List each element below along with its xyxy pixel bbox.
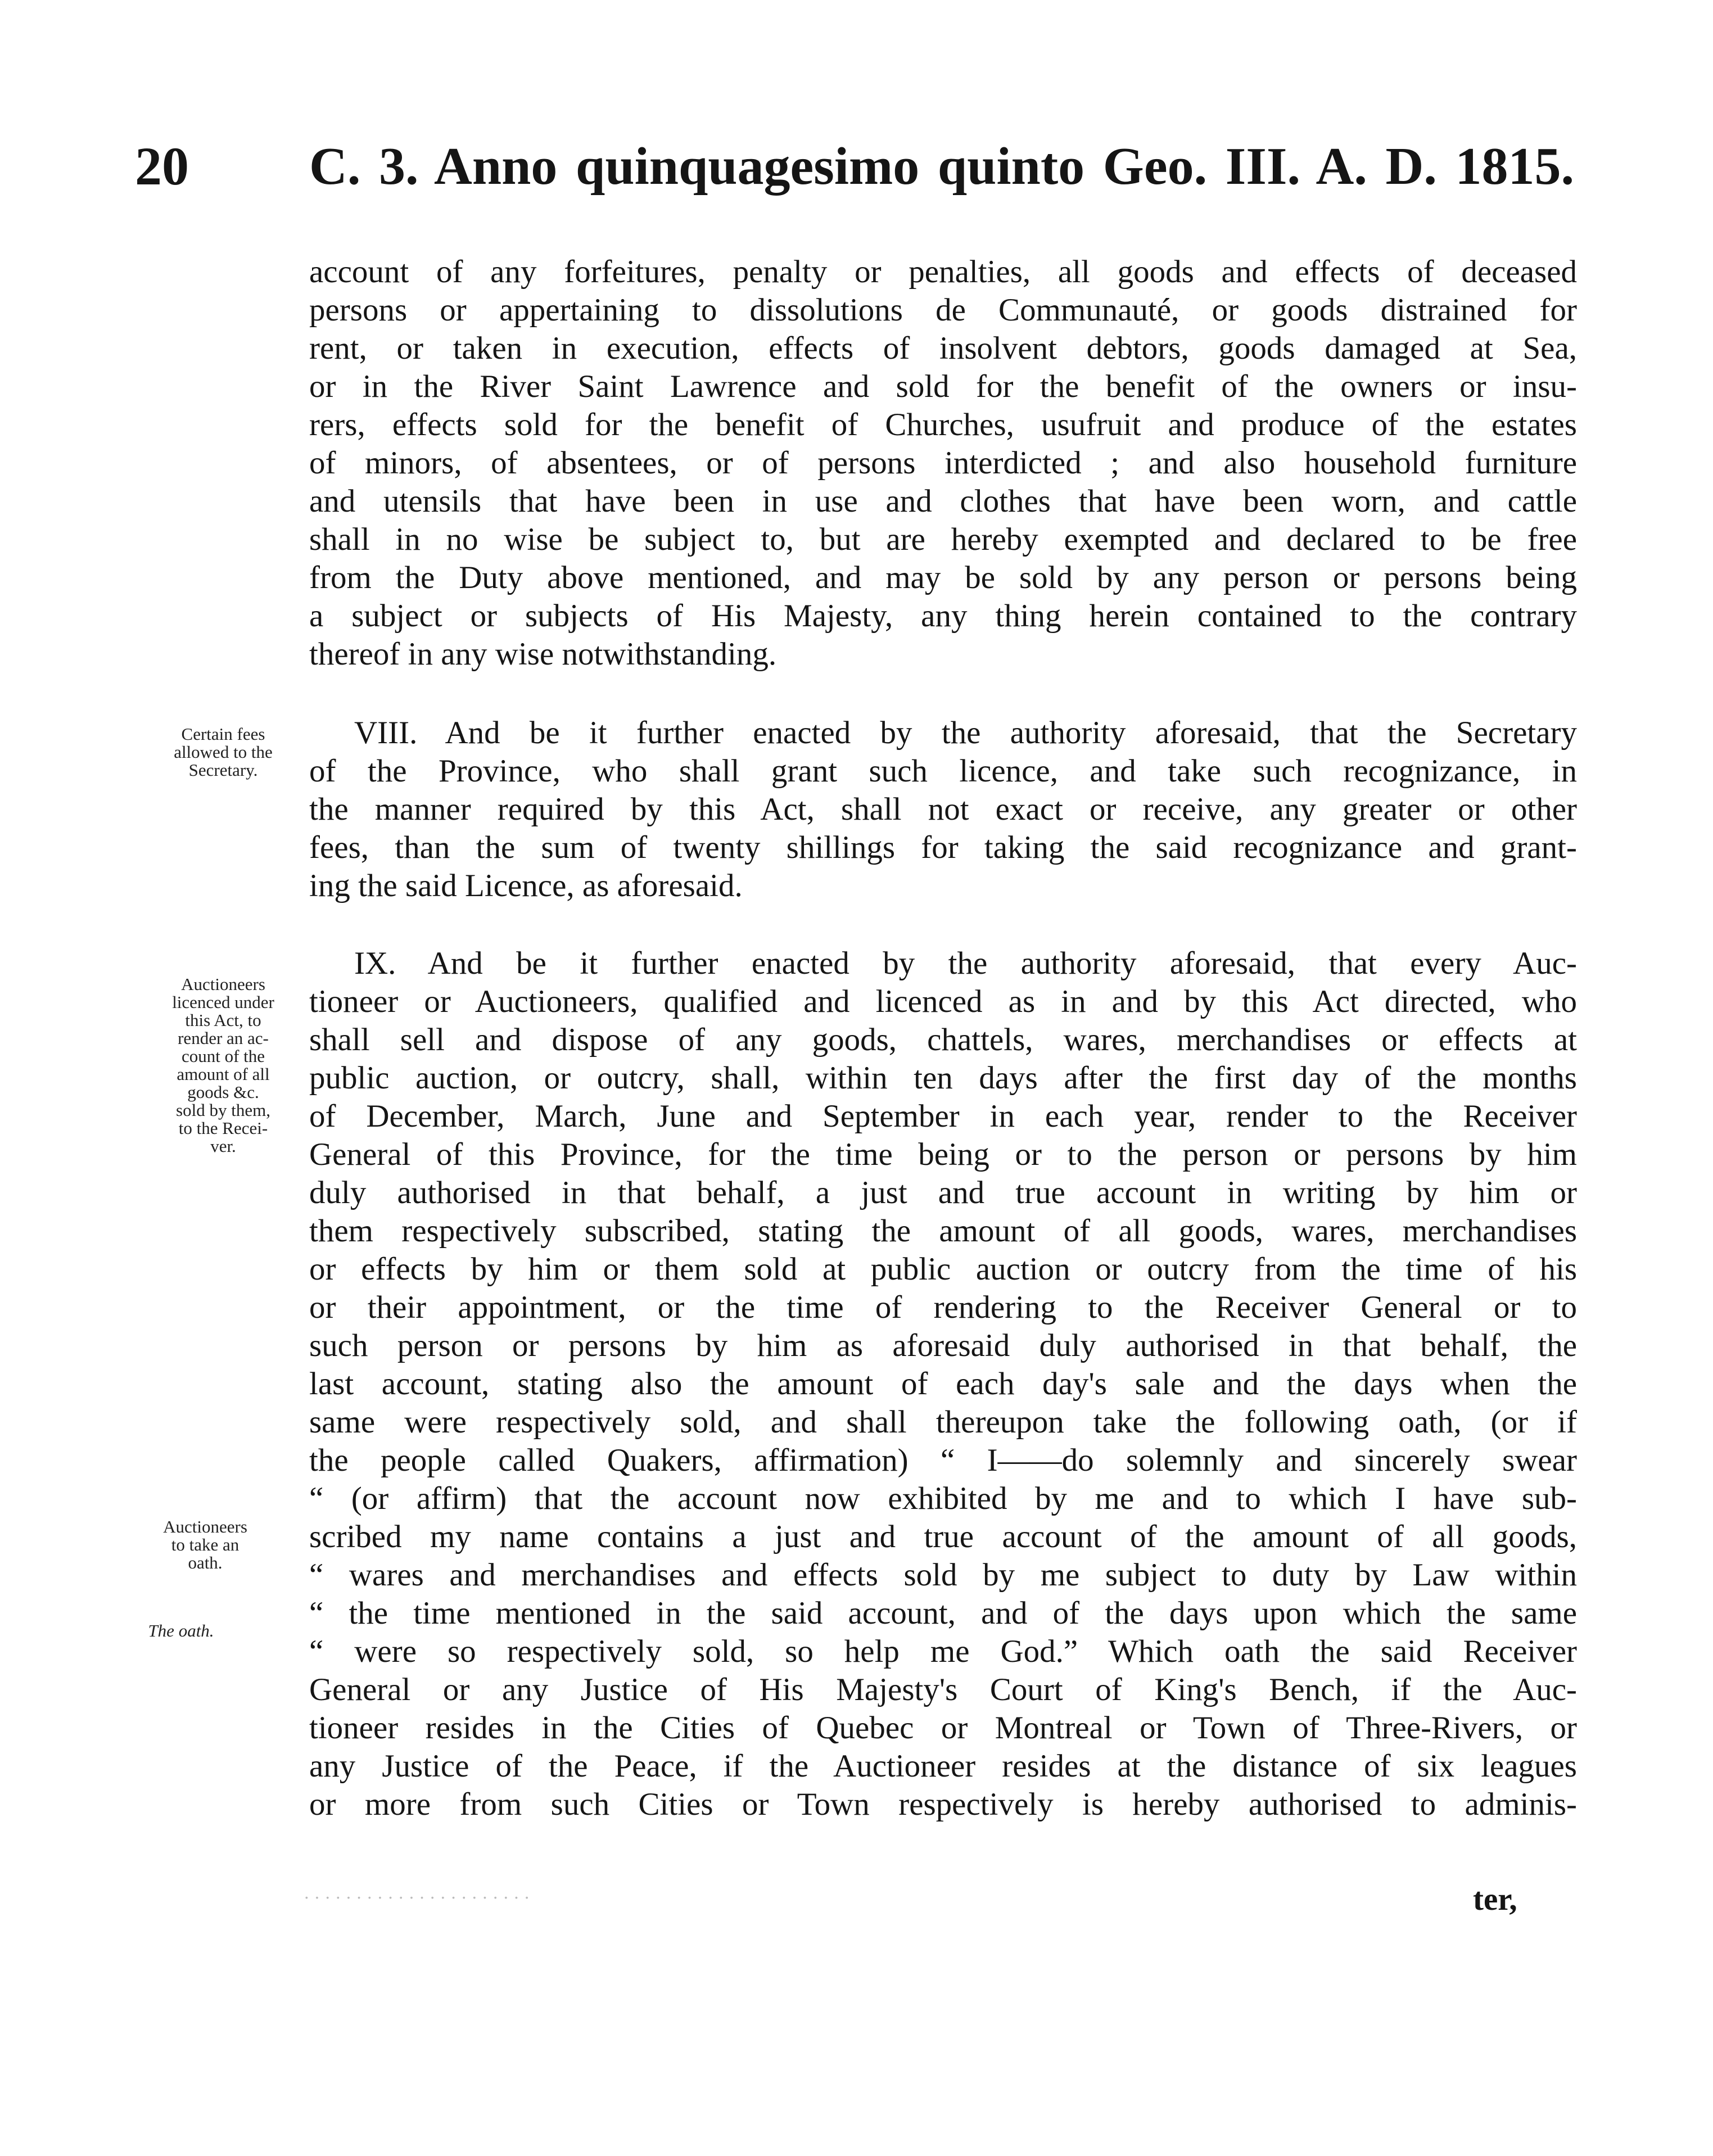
margin-note-auctioneers-oath	[115, 1518, 295, 1572]
text-line: tioneer or Auctioneers, qualified and licenced as in and by this Act directed, who	[309, 984, 1577, 1019]
text-line: “ (or affirm) that the account now exhibited by me and to which I have sub-	[309, 1481, 1577, 1516]
text-line: tioneer resides in the Cities of Quebec or Montreal or Town of Three-Rivers, or	[309, 1710, 1577, 1746]
text-line: duly authorised in that behalf, a just and true account in writing by him or	[309, 1175, 1577, 1210]
text-line: General of this Province, for the time being or to the person or persons by him	[309, 1137, 1577, 1172]
text-line: last account, stating also the amount of each day's sale and the days when the	[309, 1366, 1577, 1402]
text-line: “ were so respectively sold, so help me God.” Which oath the said Receiver	[309, 1634, 1577, 1669]
text-line: account of any forfeitures, penalty or penalties, all goods and effects of deceased	[309, 254, 1577, 290]
margin-note-line: allowed to the	[174, 742, 273, 762]
text-line: the people called Quakers, affirmation) “ I——do solemnly and sincerely swear	[309, 1443, 1577, 1478]
margin-note-line: goods &c.	[187, 1082, 259, 1102]
page-number: 20	[135, 136, 189, 196]
text-line: IX. And be it further enacted by the authority aforesaid, that every Auc-	[354, 946, 1577, 981]
margin-note-line: amount of all	[177, 1064, 270, 1084]
margin-note-certain-fees	[153, 725, 293, 779]
text-line: them respectively subscribed, stating the amount of all goods, wares, merchandises	[309, 1213, 1577, 1249]
text-line: or more from such Cities or Town respectively is hereby authorised to adminis-	[309, 1787, 1577, 1822]
margin-note-line: Auctioneers	[181, 974, 265, 994]
text-line: thereof in any wise notwithstanding.	[309, 636, 777, 672]
text-line: rent, or taken in execution, effects of insolvent debtors, goods damaged at Sea,	[309, 331, 1577, 366]
text-line: any Justice of the Peace, if the Auctioneer resides at the distance of six leagues	[309, 1748, 1577, 1784]
margin-note-line: Auctioneers	[163, 1517, 247, 1536]
section-viii	[309, 714, 1577, 905]
margin-note-line: render an ac-	[178, 1028, 269, 1048]
text-line: such person or persons by him as aforesaid duly authorised in that behalf, the	[309, 1328, 1577, 1363]
running-head	[135, 133, 1574, 200]
margin-note-the-oath: The oath.	[148, 1621, 214, 1640]
margin-note-auctioneers-account	[153, 975, 293, 1155]
text-line: scribed my name contains a just and true account of the amount of all goods,	[309, 1519, 1577, 1554]
text-line: “ wares and merchandises and effects sold by me subject to duty by Law within	[309, 1557, 1577, 1593]
text-line: from the Duty above mentioned, and may be sold by any person or persons being	[309, 560, 1577, 595]
bleed-through-specks: · · · · · · · · · · · · · · · · · · · · · ·	[304, 1887, 530, 1908]
text-line: fees, than the sum of twenty shillings for taking the said recognizance and grant-	[309, 830, 1577, 865]
text-line: persons or appertaining to dissolutions de Communauté, or goods distrained for	[309, 292, 1577, 328]
text-line: public auction, or outcry, shall, within ten days after the first day of the months	[309, 1060, 1577, 1096]
text-line: a subject or subjects of His Majesty, any thing herein contained to the contrary	[309, 598, 1577, 634]
text-line: of minors, of absentees, or of persons interdicted ; and also household furniture	[309, 445, 1577, 481]
margin-note-line: oath.	[188, 1553, 223, 1572]
margin-note-line: sold by them,	[176, 1100, 270, 1120]
text-line: shall in no wise be subject to, but are hereby exempted and declared to be free	[309, 522, 1577, 557]
catchword: ter,	[1473, 1882, 1517, 1917]
text-line: or their appointment, or the time of rendering to the Receiver General or to	[309, 1290, 1577, 1325]
margin-note-line: ver.	[210, 1136, 236, 1156]
margin-note-line: to take an	[171, 1535, 239, 1554]
paragraph-continuation	[309, 253, 1577, 674]
margin-note-line: to the Recei-	[178, 1118, 268, 1138]
margin-note-line: licenced under	[172, 992, 274, 1012]
text-line: “ the time mentioned in the said account, and of the days upon which the same	[309, 1595, 1577, 1631]
text-line: and utensils that have been in use and clothes that have been worn, and cattle	[309, 483, 1577, 519]
text-line: or effects by him or them sold at public auction or outcry from the time of his	[309, 1251, 1577, 1287]
page-title: C. 3. Anno quinquagesimo quinto Geo. III. A. D. 1815.	[309, 137, 1574, 196]
text-line: of the Province, who shall grant such licence, and take such recognizance, in	[309, 753, 1577, 789]
text-line: shall sell and dispose of any goods, chattels, wares, merchandises or effects at	[309, 1022, 1577, 1057]
text-line: rers, effects sold for the benefit of Churches, usufruit and produce of the estates	[309, 407, 1577, 442]
text-line: the manner required by this Act, shall not exact or receive, any greater or other	[309, 792, 1577, 827]
margin-note-line: count of the	[181, 1046, 265, 1066]
section-ix	[309, 944, 1577, 1824]
text-line: ing the said Licence, as aforesaid.	[309, 868, 743, 903]
margin-note-line: this Act, to	[185, 1010, 261, 1030]
margin-note-line: Secretary.	[188, 760, 258, 780]
text-line: VIII. And be it further enacted by the authority aforesaid, that the Secretary	[354, 715, 1577, 751]
text-line: same were respectively sold, and shall thereupon take the following oath, (or if	[309, 1404, 1577, 1440]
text-line: General or any Justice of His Majesty's Court of King's Bench, if the Auc-	[309, 1672, 1577, 1707]
text-line: of December, March, June and September in each year, render to the Receiver	[309, 1099, 1577, 1134]
margin-note-line: Certain fees	[181, 724, 265, 744]
text-line: or in the River Saint Lawrence and sold for the benefit of the owners or insu-	[309, 369, 1577, 404]
